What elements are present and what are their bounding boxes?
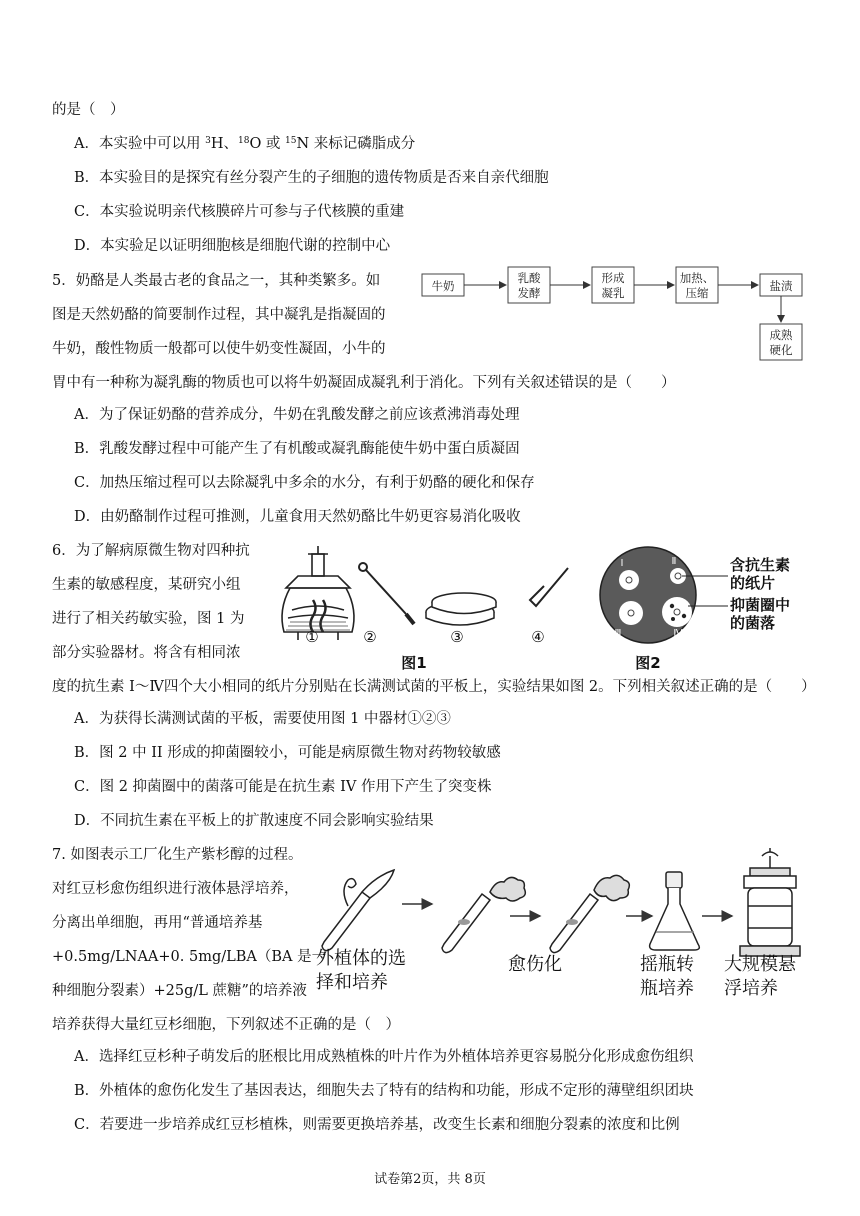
q4-option-a: A．本实验中可以用 $^3$H、$^{18}$O 或 $^{15}$N 来标记磷脂成分: [74, 136, 416, 152]
q5-stem-line1: 5．奶酪是人类最古老的食品之一，其种类繁多。如: [52, 273, 381, 289]
region-label-2: Ⅱ: [671, 556, 677, 567]
page-footer: 试卷第2页，共 8页: [374, 1172, 486, 1187]
step-4-line1: 大规模悬: [724, 954, 796, 975]
step-3-line1: 摇瓶转: [640, 954, 694, 975]
fig1-number-4: ④: [531, 628, 545, 646]
inhibition-zone-1: [619, 570, 639, 590]
figure-1-lab-equipment: [268, 540, 598, 674]
q4-option-c: C．本实验说明亲代核膜碎片可参与子代核膜的重建: [74, 204, 405, 220]
q7-option-b: B．外植体的愈伤化发生了基因表达，细胞失去了特有的结构和功能，形成不定形的薄壁组织团块: [74, 1083, 694, 1099]
q6-option-b: B．图 2 中 II 形成的抑菌圈较小，可能是病原微生物对药物较敏感: [74, 745, 501, 761]
cheese-flow-diagram: [410, 262, 810, 368]
fig2-callout-2a: 抑菌圈中: [730, 596, 791, 614]
q7-stem-line5: 种细胞分裂素）+25g/L 蔗糖”的培养液: [52, 983, 307, 999]
flow-text-4b: 压缩: [685, 286, 709, 300]
q4-option-b: B．本实验目的是探究有丝分裂产生的子细胞的遗传物质是否来自亲代细胞: [74, 170, 549, 186]
fig2-callout-2b: 的菌落: [730, 614, 776, 632]
flow-text-4a: 加热、: [679, 271, 715, 285]
q6-stem-line4: 部分实验器材。将含有相同浓: [52, 645, 241, 661]
q5-stem-line2: 图是天然奶酪的简要制作过程，其中凝乳是指凝固的: [52, 307, 386, 323]
fig2-callout-1a: 含抗生素: [730, 556, 791, 574]
q6-option-a: A．为获得长满测试菌的平板，需要使用图 1 中器材①②③: [74, 711, 451, 727]
inhibition-zone-4: [662, 597, 692, 627]
flow-text-2a: 乳酸: [517, 271, 541, 285]
q4-stem-end: 的是（ ）: [52, 102, 125, 118]
q5-option-d: D．由奶酪制作过程可推测，儿童食用天然奶酪比牛奶更容易消化吸收: [74, 509, 521, 525]
step-2-label: 愈伤化: [508, 954, 562, 975]
q5-stem-line3: 牛奶，酸性物质一般都可以使牛奶变性凝固，小牛的: [52, 341, 386, 357]
fig1-number-1: ①: [305, 628, 319, 646]
shake-flask-icon: [650, 872, 700, 950]
petri-dish-icon: [426, 593, 496, 625]
cell-spreader-icon: [530, 568, 568, 606]
flow-text-5: 盐渍: [769, 279, 793, 293]
q7-stem-line3: 分离出单细胞，再用“普通培养基: [52, 915, 263, 931]
flow-text-3b: 凝乳: [601, 286, 625, 300]
step-1-line2: 择和培养: [316, 972, 388, 993]
q6-option-c: C．图 2 抑菌圈中的菌落可能是在抗生素 IV 作用下产生了突变株: [74, 779, 492, 795]
q7-option-c: C．若要进一步培养成红豆杉植株，则需要更换培养基，改变生长素和细胞分裂素的浓度和比例: [74, 1117, 680, 1133]
fig1-label: 图1: [401, 654, 427, 672]
flow-text-milk: 牛奶: [431, 279, 455, 293]
region-label-1: Ⅰ: [620, 558, 624, 569]
fig2-label: 图2: [635, 654, 661, 672]
inhibition-zone-3: [619, 601, 643, 625]
callus-culture-tube-icon: [550, 875, 629, 952]
q6-stem-line1: 6．为了解病原微生物对四种抗: [52, 543, 250, 559]
q7-stem-line2: 对红豆杉愈伤组织进行液体悬浮培养，: [52, 881, 299, 897]
q5-option-b: B．乳酸发酵过程中可能产生了有机酸或凝乳酶能使牛奶中蛋白质凝固: [74, 441, 520, 457]
fig2-callout-1b: 的纸片: [730, 574, 776, 592]
q6-stem-line5: 度的抗生素 I～Ⅳ四个大小相同的纸片分别贴在长满测试菌的平板上，实验结果如图 2。下列相关叙述正确的是（ ）: [52, 679, 816, 695]
q7-stem-line1: 7. 如图表示工厂化生产紫杉醇的过程。: [52, 847, 303, 863]
step-3-line2: 瓶培养: [640, 978, 694, 999]
region-label-4: Ⅳ: [673, 628, 683, 639]
explant-tube-icon: [322, 870, 394, 951]
taxol-production-diagram: [304, 846, 816, 1006]
q5-option-c: C．加热压缩过程可以去除凝乳中多余的水分，有利于奶酪的硬化和保存: [74, 475, 535, 491]
q5-option-a: A．为了保证奶酪的营养成分，牛奶在乳酸发酵之前应该煮沸消毒处理: [74, 407, 520, 423]
step-4-line2: 浮培养: [724, 978, 778, 999]
q7-stem-line6: 培养获得大量红豆杉细胞，下列叙述不正确的是（ ）: [52, 1017, 400, 1033]
q6-stem-line2: 生素的敏感程度，某研究小组: [52, 577, 241, 593]
flow-text-3a: 形成: [601, 271, 625, 285]
bioreactor-icon: [740, 848, 800, 956]
q5-stem-line4: 胃中有一种称为凝乳酶的物质也可以将牛奶凝固成凝乳利于消化。下列有关叙述错误的是（ ）: [52, 375, 676, 391]
q6-stem-line3: 进行了相关药敏实验，图 1 为: [52, 611, 245, 627]
q7-option-a: A．选择红豆杉种子萌发后的胚根比用成熟植株的叶片作为外植体培养更容易脱分化形成愈伤组织: [74, 1049, 694, 1065]
q7-stem-line4: +0.5mg/LNAA+0. 5mg/LBA（BA 是一: [52, 949, 327, 965]
figure-2-plate: [598, 540, 810, 674]
flow-text-6b: 硬化: [769, 343, 793, 357]
inoculating-loop-icon: [359, 563, 414, 624]
region-label-3: Ⅲ: [614, 628, 622, 639]
fig1-number-3: ③: [450, 628, 464, 646]
fig1-number-2: ②: [363, 628, 377, 646]
flow-text-2b: 发酵: [517, 286, 541, 300]
flow-text-6a: 成熟: [769, 328, 793, 342]
q4-option-d: D．本实验足以证明细胞核是细胞代谢的控制中心: [74, 238, 391, 254]
q6-option-d: D．不同抗生素在平板上的扩散速度不同会影响实验结果: [74, 813, 434, 829]
callus-tube-icon: [442, 877, 525, 952]
step-1-line1: 外植体的选: [316, 948, 406, 969]
